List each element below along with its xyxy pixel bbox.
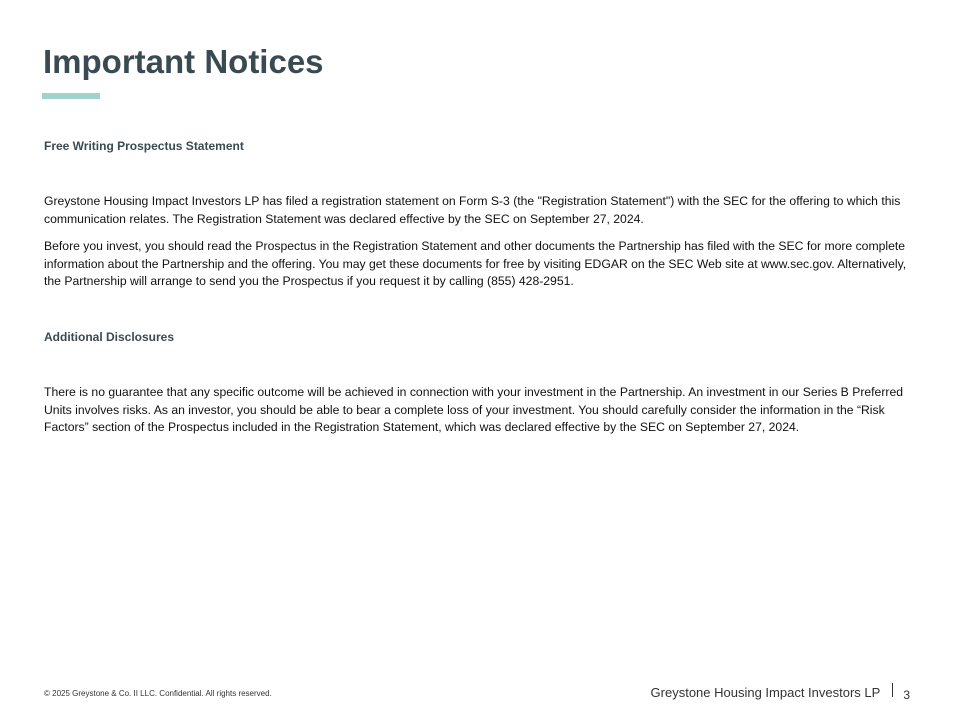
paragraph-before-you-invest: Before you invest, you should read the Prospectus in the Registration Statement and other documents the Partnership has filed with the SEC for more complete information about the Partnership and the offering. You may get these documents for free by visiting EDGAR on the SEC Web site at www.sec.gov. Alternatively, the Partnership will arrange to send you the Prospectus if you request it by calling (855) 428-2951. (44, 239, 907, 288)
footer-copyright: © 2025 Greystone & Co. II LLC. Confidential. All rights reserved. (44, 689, 272, 698)
footer-company-name: Greystone Housing Impact Investors LP (650, 685, 881, 700)
footer-divider (892, 683, 893, 697)
section-heading-free-writing-prospectus: Free Writing Prospectus Statement (44, 139, 244, 153)
paragraph-registration-statement: Greystone Housing Impact Investors LP has filed a registration statement on Form S-3 (the "Registration Statement") with the SEC for the offering to which this communication relates. The Registration Statement was declared effective by the SEC on September 27, 2024. (44, 194, 901, 226)
title-accent-bar (42, 93, 100, 99)
footer-branding (651, 684, 910, 702)
page-number: 3 (903, 688, 910, 702)
section-heading-additional-disclosures: Additional Disclosures (44, 330, 175, 344)
page-title: Important Notices (43, 43, 324, 80)
paragraph-risk-disclosure: There is no guarantee that any specific outcome will be achieved in connection with your investment in the Partnership. An investment in our Series B Preferred Units involves risks. As an investor, you should be able to bear a complete loss of your investment. You should carefully consider the information in the “Risk Factors” section of the Prospectus included in the Registration Statement, which was declared effective by the SEC on September 27, 2024. (44, 385, 903, 434)
